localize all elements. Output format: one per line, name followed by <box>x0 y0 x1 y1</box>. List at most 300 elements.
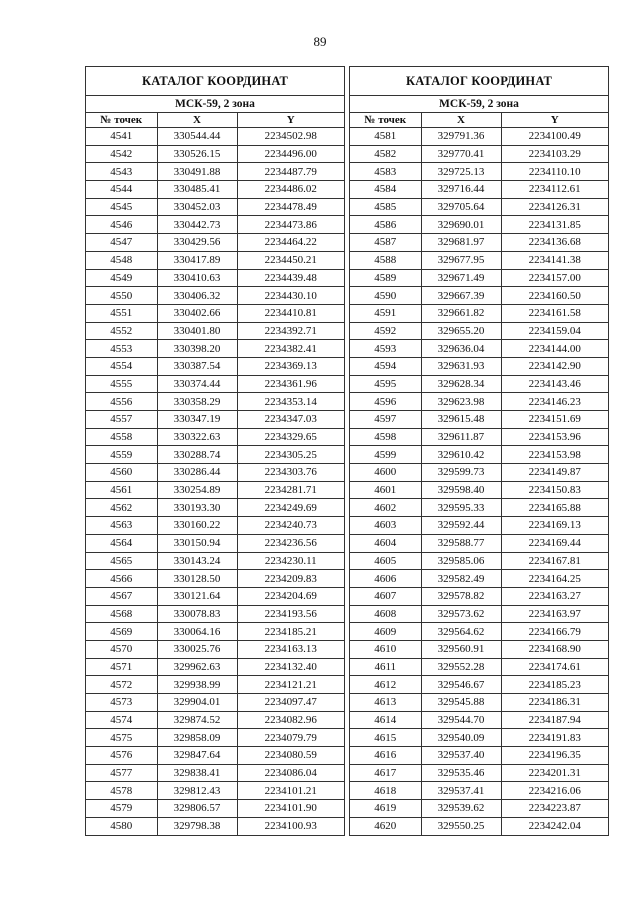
cell-point-number: 4575 <box>86 729 157 747</box>
cell-point-number: 4574 <box>86 711 157 729</box>
cell-y: 2234209.83 <box>237 570 344 588</box>
cell-x: 329623.98 <box>421 393 501 411</box>
cell-y: 2234168.90 <box>501 640 608 658</box>
cell-point-number: 4591 <box>350 304 421 322</box>
cell-y: 2234439.48 <box>237 269 344 287</box>
cell-y: 2234079.79 <box>237 729 344 747</box>
cell-y: 2234242.04 <box>501 817 608 835</box>
cell-y: 2234369.13 <box>237 357 344 375</box>
cell-y: 2234382.41 <box>237 340 344 358</box>
cell-x: 330025.76 <box>157 640 237 658</box>
table-row <box>86 181 344 199</box>
cell-point-number: 4576 <box>86 747 157 765</box>
cell-x: 329806.57 <box>157 800 237 818</box>
cell-point-number: 4584 <box>350 181 421 199</box>
cell-x: 330491.88 <box>157 163 237 181</box>
table-row <box>350 181 608 199</box>
cell-y: 2234153.96 <box>501 428 608 446</box>
cell-point-number: 4551 <box>86 304 157 322</box>
cell-x: 329628.34 <box>421 375 501 393</box>
cell-x: 329636.04 <box>421 340 501 358</box>
table-header-row <box>350 113 608 128</box>
cell-point-number: 4542 <box>86 145 157 163</box>
cell-point-number: 4547 <box>86 234 157 252</box>
table-row <box>86 145 344 163</box>
cell-x: 329546.67 <box>421 676 501 694</box>
cell-x: 329705.64 <box>421 198 501 216</box>
cell-point-number: 4615 <box>350 729 421 747</box>
table-row <box>350 375 608 393</box>
table-row <box>350 446 608 464</box>
table-row <box>86 729 344 747</box>
cell-y: 2234086.04 <box>237 764 344 782</box>
cell-x: 329611.87 <box>421 428 501 446</box>
table-row <box>350 552 608 570</box>
cell-y: 2234392.71 <box>237 322 344 340</box>
cell-point-number: 4594 <box>350 357 421 375</box>
cell-point-number: 4601 <box>350 481 421 499</box>
table-row <box>86 375 344 393</box>
cell-x: 329847.64 <box>157 747 237 765</box>
catalog-zone: МСК-59, 2 зона <box>86 96 344 113</box>
table-row <box>86 269 344 287</box>
cell-y: 2234097.47 <box>237 694 344 712</box>
table-row <box>86 764 344 782</box>
table-row <box>350 711 608 729</box>
cell-x: 330398.20 <box>157 340 237 358</box>
cell-y: 2234185.21 <box>237 623 344 641</box>
table-row <box>350 747 608 765</box>
cell-x: 330406.32 <box>157 287 237 305</box>
cell-x: 330485.41 <box>157 181 237 199</box>
cell-x: 330254.89 <box>157 481 237 499</box>
cell-y: 2234166.79 <box>501 623 608 641</box>
cell-point-number: 4566 <box>86 570 157 588</box>
cell-point-number: 4565 <box>86 552 157 570</box>
table-row <box>350 640 608 658</box>
cell-x: 329560.91 <box>421 640 501 658</box>
cell-point-number: 4557 <box>86 411 157 429</box>
cell-x: 329667.39 <box>421 287 501 305</box>
cell-y: 2234305.25 <box>237 446 344 464</box>
cell-y: 2234230.11 <box>237 552 344 570</box>
cell-y: 2234216.06 <box>501 782 608 800</box>
cell-point-number: 4562 <box>86 499 157 517</box>
cell-x: 330526.15 <box>157 145 237 163</box>
table-row <box>86 587 344 605</box>
cell-x: 329544.70 <box>421 711 501 729</box>
cell-y: 2234196.35 <box>501 747 608 765</box>
table-row <box>86 570 344 588</box>
cell-x: 329838.41 <box>157 764 237 782</box>
cell-x: 330288.74 <box>157 446 237 464</box>
cell-x: 329798.38 <box>157 817 237 835</box>
cell-y: 2234143.46 <box>501 375 608 393</box>
cell-point-number: 4595 <box>350 375 421 393</box>
cell-x: 329598.40 <box>421 481 501 499</box>
table-row <box>86 393 344 411</box>
cell-y: 2234502.98 <box>237 128 344 146</box>
cell-x: 329573.62 <box>421 605 501 623</box>
table-row <box>86 800 344 818</box>
cell-point-number: 4581 <box>350 128 421 146</box>
cell-x: 329595.33 <box>421 499 501 517</box>
cell-y: 2234193.56 <box>237 605 344 623</box>
cell-point-number: 4603 <box>350 517 421 535</box>
cell-y: 2234131.85 <box>501 216 608 234</box>
cell-point-number: 4613 <box>350 694 421 712</box>
cell-x: 329537.41 <box>421 782 501 800</box>
cell-x: 329791.36 <box>421 128 501 146</box>
cell-x: 329545.88 <box>421 694 501 712</box>
cell-y: 2234236.56 <box>237 534 344 552</box>
cell-y: 2234187.94 <box>501 711 608 729</box>
cell-x: 329599.73 <box>421 464 501 482</box>
table-row <box>86 446 344 464</box>
cell-point-number: 4611 <box>350 658 421 676</box>
cell-y: 2234165.88 <box>501 499 608 517</box>
cell-x: 330544.44 <box>157 128 237 146</box>
cell-point-number: 4543 <box>86 163 157 181</box>
cell-x: 330128.50 <box>157 570 237 588</box>
cell-y: 2234329.65 <box>237 428 344 446</box>
table-row <box>86 216 344 234</box>
page-number: 89 <box>313 34 327 49</box>
cell-x: 330429.56 <box>157 234 237 252</box>
cell-x: 329770.41 <box>421 145 501 163</box>
cell-point-number: 4552 <box>86 322 157 340</box>
cell-point-number: 4553 <box>86 340 157 358</box>
table-row <box>86 251 344 269</box>
cell-y: 2234146.23 <box>501 393 608 411</box>
cell-x: 330417.89 <box>157 251 237 269</box>
cell-x: 329716.44 <box>421 181 501 199</box>
table-row <box>350 428 608 446</box>
cell-point-number: 4572 <box>86 676 157 694</box>
table-row <box>86 128 344 146</box>
cell-x: 329681.97 <box>421 234 501 252</box>
cell-x: 329578.82 <box>421 587 501 605</box>
cell-x: 330121.64 <box>157 587 237 605</box>
catalog-title: КАТАЛОГ КООРДИНАТ <box>350 67 608 96</box>
cell-point-number: 4550 <box>86 287 157 305</box>
cell-point-number: 4587 <box>350 234 421 252</box>
cell-x: 329610.42 <box>421 446 501 464</box>
cell-point-number: 4597 <box>350 411 421 429</box>
cell-y: 2234110.10 <box>501 163 608 181</box>
table-row <box>350 676 608 694</box>
cell-x: 330150.94 <box>157 534 237 552</box>
table-header-row <box>86 113 344 128</box>
cell-point-number: 4592 <box>350 322 421 340</box>
cell-x: 330387.54 <box>157 357 237 375</box>
coordinate-table <box>350 113 608 836</box>
cell-point-number: 4578 <box>86 782 157 800</box>
table-row <box>350 198 608 216</box>
table-row <box>350 163 608 181</box>
cell-y: 2234082.96 <box>237 711 344 729</box>
table-row <box>350 605 608 623</box>
table-row <box>86 163 344 181</box>
table-row <box>350 800 608 818</box>
table-row <box>86 817 344 835</box>
header-point-number: № точек <box>350 113 421 128</box>
cell-y: 2234430.10 <box>237 287 344 305</box>
cell-x: 330193.30 <box>157 499 237 517</box>
coordinate-table <box>86 113 344 836</box>
cell-y: 2234303.76 <box>237 464 344 482</box>
table-row <box>86 357 344 375</box>
table-row <box>86 481 344 499</box>
cell-point-number: 4580 <box>86 817 157 835</box>
cell-x: 329592.44 <box>421 517 501 535</box>
header-y: Y <box>501 113 608 128</box>
cell-x: 329874.52 <box>157 711 237 729</box>
cell-x: 330064.16 <box>157 623 237 641</box>
cell-point-number: 4546 <box>86 216 157 234</box>
cell-point-number: 4579 <box>86 800 157 818</box>
table-row <box>350 357 608 375</box>
cell-y: 2234201.31 <box>501 764 608 782</box>
cell-y: 2234361.96 <box>237 375 344 393</box>
cell-x: 330143.24 <box>157 552 237 570</box>
table-row <box>350 764 608 782</box>
cell-point-number: 4598 <box>350 428 421 446</box>
catalog-title: КАТАЛОГ КООРДИНАТ <box>86 67 344 96</box>
table-row <box>86 428 344 446</box>
table-row <box>86 658 344 676</box>
cell-point-number: 4620 <box>350 817 421 835</box>
cell-point-number: 4541 <box>86 128 157 146</box>
cell-y: 2234080.59 <box>237 747 344 765</box>
cell-point-number: 4616 <box>350 747 421 765</box>
cell-x: 330442.73 <box>157 216 237 234</box>
header-x: X <box>421 113 501 128</box>
cell-x: 329540.09 <box>421 729 501 747</box>
cell-x: 329552.28 <box>421 658 501 676</box>
table-row <box>86 304 344 322</box>
cell-y: 2234169.44 <box>501 534 608 552</box>
cell-point-number: 4561 <box>86 481 157 499</box>
cell-y: 2234142.90 <box>501 357 608 375</box>
cell-point-number: 4602 <box>350 499 421 517</box>
table-row <box>350 570 608 588</box>
table-row <box>350 694 608 712</box>
cell-y: 2234163.27 <box>501 587 608 605</box>
table-row <box>86 552 344 570</box>
table-row <box>86 411 344 429</box>
cell-point-number: 4570 <box>86 640 157 658</box>
cell-point-number: 4619 <box>350 800 421 818</box>
cell-y: 2234136.68 <box>501 234 608 252</box>
table-row <box>350 481 608 499</box>
cell-x: 329655.20 <box>421 322 501 340</box>
table-row <box>86 464 344 482</box>
table-row <box>86 198 344 216</box>
cell-y: 2234150.83 <box>501 481 608 499</box>
cell-point-number: 4549 <box>86 269 157 287</box>
cell-x: 330286.44 <box>157 464 237 482</box>
cell-y: 2234185.23 <box>501 676 608 694</box>
table-row <box>86 517 344 535</box>
cell-point-number: 4567 <box>86 587 157 605</box>
cell-x: 330347.19 <box>157 411 237 429</box>
cell-y: 2234223.87 <box>501 800 608 818</box>
cell-x: 329904.01 <box>157 694 237 712</box>
table-row <box>350 251 608 269</box>
cell-x: 330410.63 <box>157 269 237 287</box>
cell-point-number: 4606 <box>350 570 421 588</box>
cell-x: 330160.22 <box>157 517 237 535</box>
cell-x: 329631.93 <box>421 357 501 375</box>
cell-x: 329537.40 <box>421 747 501 765</box>
cell-point-number: 4588 <box>350 251 421 269</box>
cell-y: 2234100.93 <box>237 817 344 835</box>
table-row <box>350 534 608 552</box>
table-row <box>86 694 344 712</box>
cell-point-number: 4593 <box>350 340 421 358</box>
table-row <box>86 340 344 358</box>
cell-y: 2234281.71 <box>237 481 344 499</box>
cell-point-number: 4571 <box>86 658 157 676</box>
table-row <box>350 269 608 287</box>
cell-point-number: 4583 <box>350 163 421 181</box>
coordinate-catalog-right <box>349 66 609 836</box>
cell-y: 2234169.13 <box>501 517 608 535</box>
cell-x: 329725.13 <box>421 163 501 181</box>
table-row <box>350 216 608 234</box>
table-row <box>86 322 344 340</box>
cell-x: 330078.83 <box>157 605 237 623</box>
cell-y: 2234151.69 <box>501 411 608 429</box>
table-row <box>86 234 344 252</box>
cell-y: 2234167.81 <box>501 552 608 570</box>
cell-point-number: 4617 <box>350 764 421 782</box>
cell-y: 2234103.29 <box>501 145 608 163</box>
cell-point-number: 4607 <box>350 587 421 605</box>
cell-point-number: 4560 <box>86 464 157 482</box>
table-row <box>86 287 344 305</box>
cell-x: 329812.43 <box>157 782 237 800</box>
cell-point-number: 4608 <box>350 605 421 623</box>
cell-x: 330452.03 <box>157 198 237 216</box>
cell-y: 2234149.87 <box>501 464 608 482</box>
cell-y: 2234240.73 <box>237 517 344 535</box>
cell-x: 330358.29 <box>157 393 237 411</box>
cell-y: 2234126.31 <box>501 198 608 216</box>
cell-x: 329582.49 <box>421 570 501 588</box>
cell-x: 330374.44 <box>157 375 237 393</box>
cell-point-number: 4564 <box>86 534 157 552</box>
table-row <box>350 411 608 429</box>
cell-x: 329539.62 <box>421 800 501 818</box>
table-row <box>350 128 608 146</box>
cell-y: 2234191.83 <box>501 729 608 747</box>
cell-point-number: 4563 <box>86 517 157 535</box>
cell-point-number: 4586 <box>350 216 421 234</box>
table-row <box>350 145 608 163</box>
cell-y: 2234159.04 <box>501 322 608 340</box>
cell-point-number: 4573 <box>86 694 157 712</box>
cell-point-number: 4600 <box>350 464 421 482</box>
cell-y: 2234121.21 <box>237 676 344 694</box>
cell-y: 2234410.81 <box>237 304 344 322</box>
cell-y: 2234161.58 <box>501 304 608 322</box>
cell-point-number: 4558 <box>86 428 157 446</box>
cell-y: 2234157.00 <box>501 269 608 287</box>
cell-y: 2234347.03 <box>237 411 344 429</box>
cell-point-number: 4559 <box>86 446 157 464</box>
cell-point-number: 4618 <box>350 782 421 800</box>
cell-x: 329690.01 <box>421 216 501 234</box>
table-row <box>350 499 608 517</box>
table-row <box>350 304 608 322</box>
cell-x: 330322.63 <box>157 428 237 446</box>
table-row <box>86 711 344 729</box>
cell-y: 2234473.86 <box>237 216 344 234</box>
header-point-number: № точек <box>86 113 157 128</box>
table-row <box>350 517 608 535</box>
cell-y: 2234100.49 <box>501 128 608 146</box>
cell-point-number: 4544 <box>86 181 157 199</box>
cell-y: 2234153.98 <box>501 446 608 464</box>
cell-x: 329615.48 <box>421 411 501 429</box>
table-row <box>86 499 344 517</box>
cell-point-number: 4568 <box>86 605 157 623</box>
cell-y: 2234141.38 <box>501 251 608 269</box>
cell-y: 2234204.69 <box>237 587 344 605</box>
cell-y: 2234101.21 <box>237 782 344 800</box>
cell-y: 2234164.25 <box>501 570 608 588</box>
table-row <box>350 464 608 482</box>
cell-x: 330401.80 <box>157 322 237 340</box>
table-row <box>350 393 608 411</box>
table-row <box>350 782 608 800</box>
table-row <box>86 782 344 800</box>
cell-y: 2234112.61 <box>501 181 608 199</box>
cell-x: 329962.63 <box>157 658 237 676</box>
cell-point-number: 4596 <box>350 393 421 411</box>
cell-y: 2234487.79 <box>237 163 344 181</box>
cell-x: 329938.99 <box>157 676 237 694</box>
cell-point-number: 4605 <box>350 552 421 570</box>
table-row <box>86 640 344 658</box>
table-row <box>350 623 608 641</box>
cell-point-number: 4548 <box>86 251 157 269</box>
cell-point-number: 4585 <box>350 198 421 216</box>
cell-point-number: 4555 <box>86 375 157 393</box>
table-row <box>86 534 344 552</box>
cell-y: 2234144.00 <box>501 340 608 358</box>
cell-y: 2234101.90 <box>237 800 344 818</box>
cell-point-number: 4604 <box>350 534 421 552</box>
table-row <box>350 340 608 358</box>
cell-y: 2234132.40 <box>237 658 344 676</box>
cell-x: 329858.09 <box>157 729 237 747</box>
header-x: X <box>157 113 237 128</box>
cell-x: 329550.25 <box>421 817 501 835</box>
cell-y: 2234496.00 <box>237 145 344 163</box>
cell-x: 329585.06 <box>421 552 501 570</box>
table-row <box>86 747 344 765</box>
cell-point-number: 4569 <box>86 623 157 641</box>
table-row <box>350 287 608 305</box>
cell-x: 329588.77 <box>421 534 501 552</box>
cell-x: 329677.95 <box>421 251 501 269</box>
cell-point-number: 4577 <box>86 764 157 782</box>
cell-point-number: 4589 <box>350 269 421 287</box>
cell-point-number: 4545 <box>86 198 157 216</box>
